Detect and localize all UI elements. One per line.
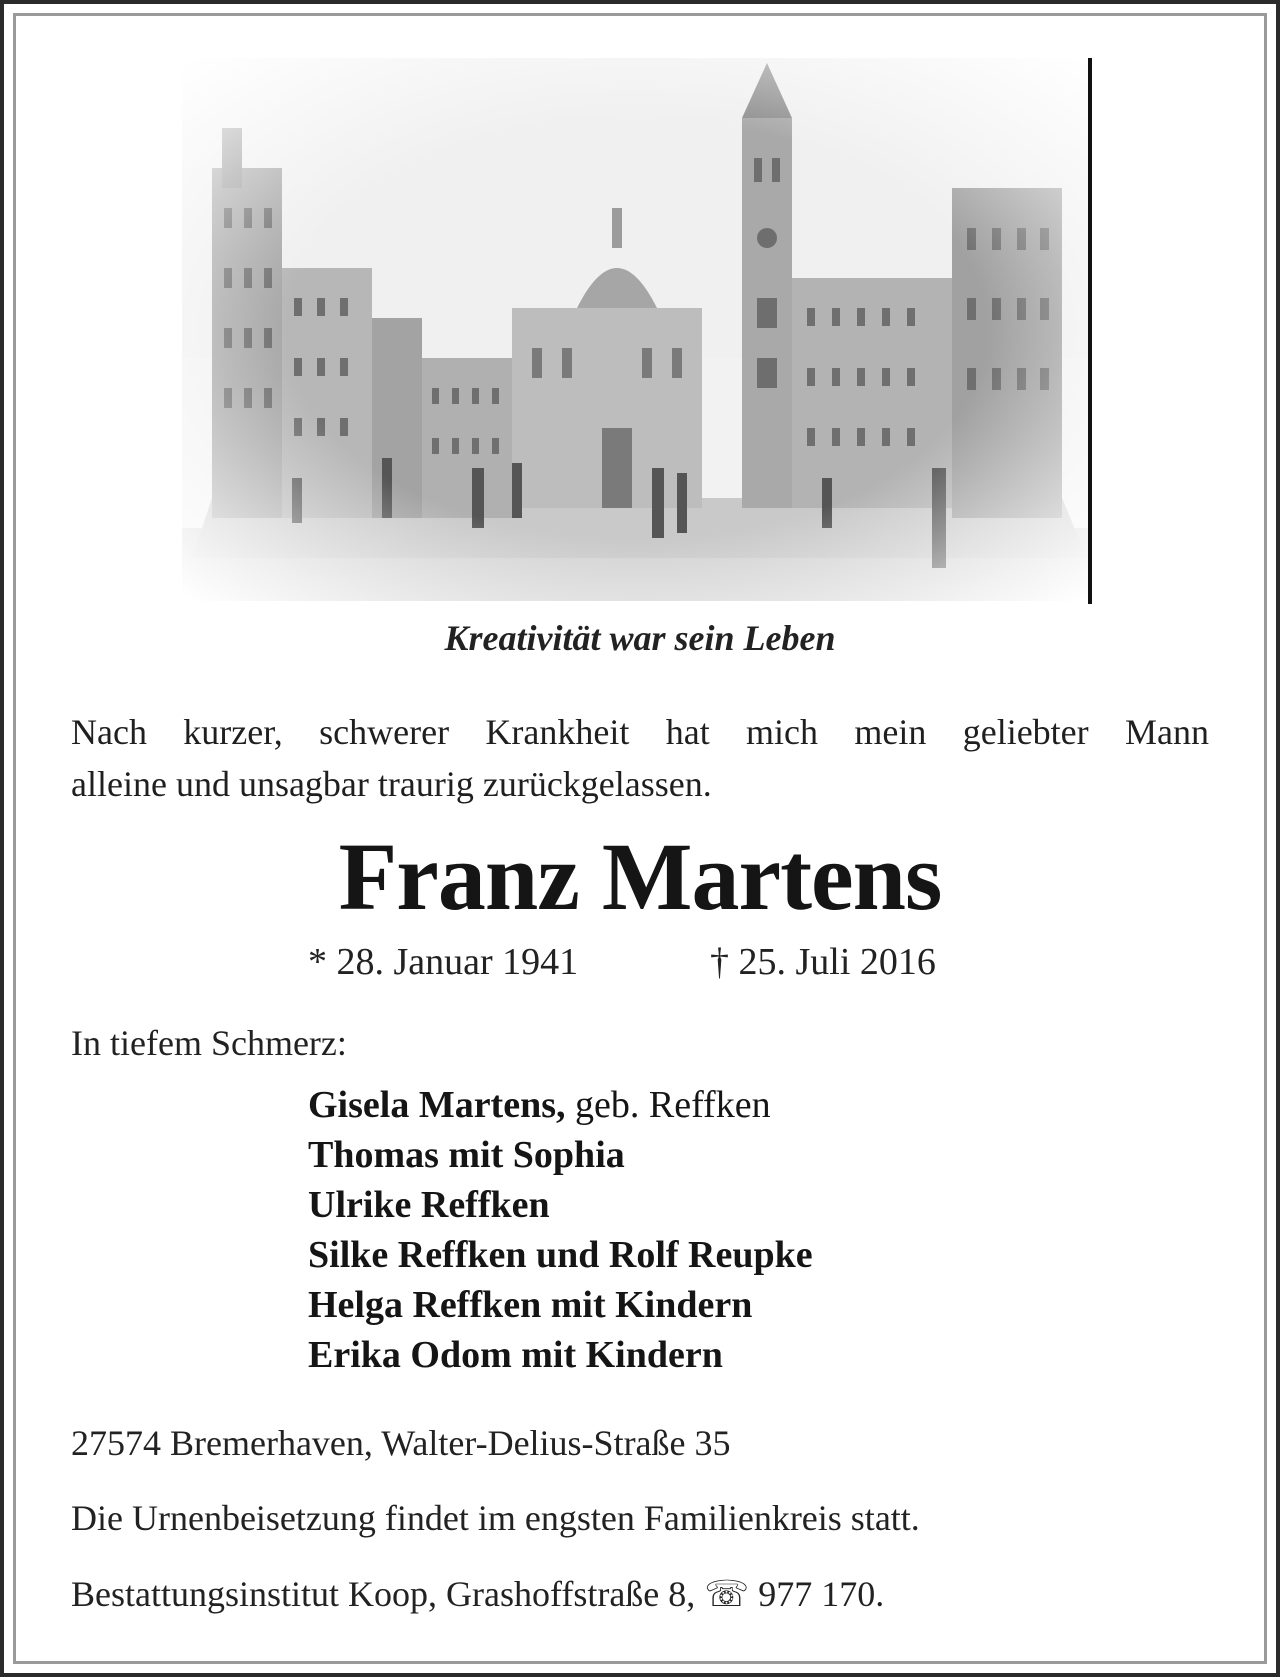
death-date: † 25. Juli 2016	[710, 941, 936, 983]
mourner-item	[308, 1180, 813, 1230]
mourner-name: Gisela Martens,	[308, 1084, 566, 1126]
intro-line-2: alleine und unsagbar traurig zurückgelassen.	[71, 764, 712, 804]
mourner-name: Ulrike Reffken	[308, 1184, 550, 1226]
family-address: 27574 Bremerhaven, Walter-Delius-Straße 35	[71, 1423, 731, 1463]
motto: Kreativität war sein Leben	[444, 618, 836, 658]
mourner-suffix: geb. Reffken	[565, 1084, 771, 1126]
mourner-item	[308, 1080, 813, 1130]
mourner-item	[308, 1130, 813, 1180]
undertaker-contact: Bestattungsinstitut Koop, Grashoffstraße 8, ☏ 977 170.	[71, 1574, 885, 1614]
mourner-name: Thomas mit Sophia	[308, 1134, 625, 1176]
sketch-frame-rule	[1088, 58, 1092, 604]
birth-date: * 28. Januar 1941	[308, 941, 579, 983]
mourner-item	[308, 1230, 813, 1280]
mourner-name: Silke Reffken und Rolf Reupke	[308, 1234, 813, 1276]
venetian-square-sketch-image	[182, 58, 1092, 601]
mourner-name: Helga Reffken mit Kindern	[308, 1284, 753, 1326]
mourning-label: In tiefem Schmerz:	[71, 1023, 347, 1063]
mourner-item	[308, 1330, 813, 1380]
burial-note: Die Urnenbeisetzung findet im engsten Familienkreis statt.	[71, 1498, 920, 1538]
deceased-name: Franz Martens	[338, 823, 942, 930]
mourners-list	[308, 1080, 813, 1380]
intro-text	[71, 706, 1209, 810]
mourner-name: Erika Odom mit Kindern	[308, 1334, 723, 1376]
intro-line-1: Nach kurzer, schwerer Krankheit hat mich mein geliebter Mann	[71, 712, 1209, 752]
mourner-item	[308, 1280, 813, 1330]
